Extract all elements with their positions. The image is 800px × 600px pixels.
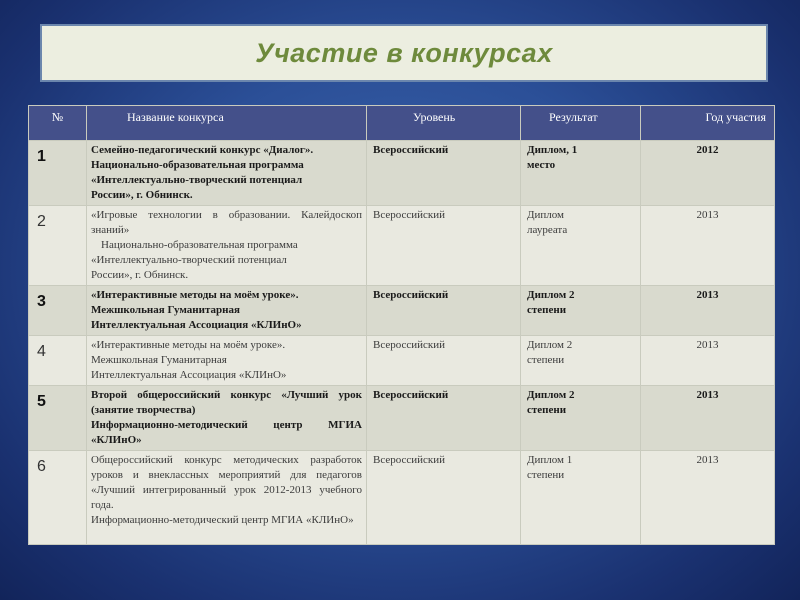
table-row <box>29 336 775 386</box>
title-banner <box>40 24 768 82</box>
contest-level: Всероссийский <box>367 451 521 545</box>
table-row <box>29 206 775 286</box>
contest-name: Семейно-педагогический конкурс «Диалог». Национально-образовательная программа «Интеллектуально-творческий потенциал России», г. Обнинск. <box>87 141 367 206</box>
contest-level: Всероссийский <box>367 386 521 451</box>
header-name: Название конкурса <box>87 106 367 141</box>
contest-name: Общероссийский конкурс методических разработок уроков и внеклассных мероприятий для педагогов «Лучший интегрированный урок 2012-2013 учебного года. Информационно-методический центр МГИА «КЛИнО» <box>87 451 367 545</box>
contest-level: Всероссийский <box>367 286 521 336</box>
row-number: 5 <box>29 386 87 451</box>
contest-result: Диплом 2 степени <box>521 386 641 451</box>
table-row <box>29 141 775 206</box>
contest-result: Диплом 1 степени <box>521 451 641 545</box>
table-header-row <box>29 106 775 141</box>
contest-name: «Интерактивные методы на моём уроке». Межшкольная Гуманитарная Интеллектуальная Ассоциация «КЛИнО» <box>87 336 367 386</box>
contest-result: Диплом, 1 место <box>521 141 641 206</box>
table-row <box>29 451 775 545</box>
row-number: 2 <box>29 206 87 286</box>
contest-level: Всероссийский <box>367 141 521 206</box>
contests-table <box>28 105 775 545</box>
contest-year: 2012 <box>641 141 775 206</box>
contest-level: Всероссийский <box>367 336 521 386</box>
row-number: 4 <box>29 336 87 386</box>
contest-result: Диплом 2 степени <box>521 336 641 386</box>
contest-result: Диплом лауреата <box>521 206 641 286</box>
contest-year: 2013 <box>641 206 775 286</box>
row-number: 6 <box>29 451 87 545</box>
contest-year: 2013 <box>641 386 775 451</box>
header-num: № <box>29 106 87 141</box>
row-number: 3 <box>29 286 87 336</box>
table-row <box>29 286 775 336</box>
header-level: Уровень <box>367 106 521 141</box>
contest-name: Второй общероссийский конкурс «Лучший урок (занятие творчества) Информационно-методический центр МГИА «КЛИнО» <box>87 386 367 451</box>
contest-result: Диплом 2 степени <box>521 286 641 336</box>
contest-year: 2013 <box>641 286 775 336</box>
table-row <box>29 386 775 451</box>
contest-name: «Игровые технологии в образовании. Калейдоскоп знаний» Национально-образовательная программа «Интеллектуально-творческий потенциал России», г. Обнинск. <box>87 206 367 286</box>
contest-year: 2013 <box>641 336 775 386</box>
header-year: Год участия <box>641 106 775 141</box>
contest-name: «Интерактивные методы на моём уроке». Межшкольная Гуманитарная Интеллектуальная Ассоциация «КЛИнО» <box>87 286 367 336</box>
row-number: 1 <box>29 141 87 206</box>
header-result: Результат <box>521 106 641 141</box>
page-title: Участие в конкурсах <box>255 37 553 68</box>
contest-level: Всероссийский <box>367 206 521 286</box>
contest-year: 2013 <box>641 451 775 545</box>
